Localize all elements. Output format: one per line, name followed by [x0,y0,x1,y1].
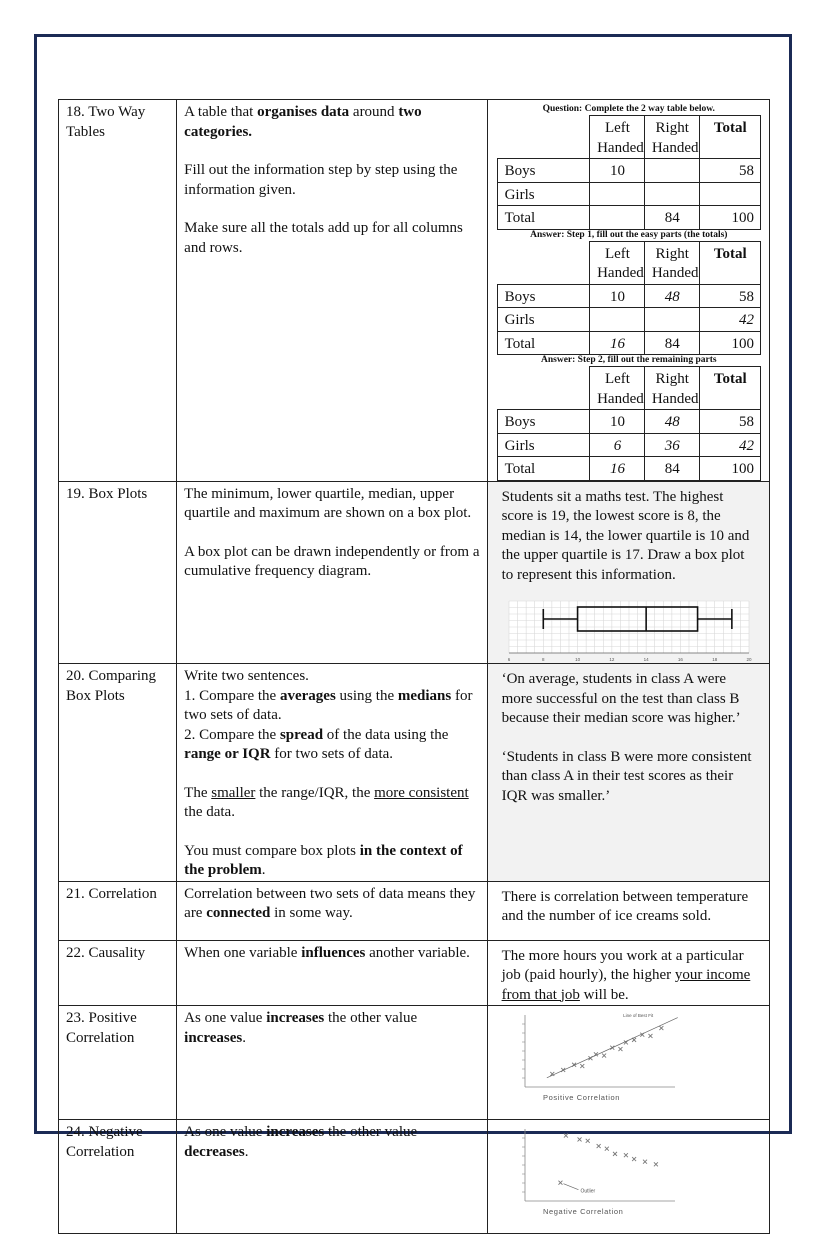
table-cell: 16 [590,331,645,355]
tick-label: 20 [746,657,752,662]
example-cell [487,1006,769,1120]
row-label: Total [497,457,590,481]
table-cell: 100 [699,457,760,481]
two-way-table-question [497,115,761,230]
description-cell [177,100,487,482]
topic-cell: 18. Two Way Tables [59,100,177,482]
row-label: Girls [497,433,590,457]
table-cell [644,308,699,332]
corner-cell [497,367,590,410]
line-of-best-fit [546,1018,677,1078]
row-label: Total [497,331,590,355]
table-cell: 42 [699,433,760,457]
description-line: The smaller the range/IQR, the more consistent the data. [184,784,469,820]
positive-correlation-chart [495,1009,761,1119]
table-cell: 16 [590,457,645,481]
column-header: Left Handed [590,241,645,284]
description-line: 1. Compare the averages using the medians for two sets of data. [184,687,473,723]
column-header: Right Handed [644,241,699,284]
column-header: Right Handed [644,367,699,410]
example-cell [487,664,769,882]
description-cell: Correlation between two sets of data means they are connected in some way. [177,881,487,940]
outlier-pointer [563,1184,578,1190]
table-cell [590,182,645,206]
example-cell [487,100,769,482]
table-cell [699,182,760,206]
table-row [59,481,770,664]
annotation-label: Outlier [580,1188,595,1195]
row-label: Total [497,206,590,230]
corner-cell [497,241,590,284]
annotation-label: Line of Best Fit [622,1012,653,1018]
table-cell: 48 [644,284,699,308]
tick-label: 10 [574,657,580,662]
step1-heading: Answer: Step 1, fill out the easy parts (the totals) [530,229,728,240]
description-paragraph: Make sure all the totals add up for all columns and rows. [184,220,463,256]
table-cell: 58 [699,159,760,183]
topic-cell: 19. Box Plots [59,481,177,664]
description-cell [177,664,487,882]
tick-label: 8 [541,657,545,662]
description-cell: As one value increases the other value decreases. [177,1120,487,1234]
table-cell: 10 [590,410,645,434]
tick-label: 6 [507,657,510,662]
row-label: Girls [497,182,590,206]
two-way-table-step1 [497,241,761,356]
example-cell: The more hours you work at a particular job (paid hourly), the higher your income from that job will be. [487,940,769,1006]
row-label: Boys [497,410,590,434]
box-plot-chart [495,597,761,663]
description-paragraph: Fill out the information step by step using the information given. [184,162,458,198]
tick-label: 14 [643,657,649,662]
two-way-table-example [495,103,763,481]
table-cell: 58 [699,410,760,434]
description-cell: As one value increases the other value increases. [177,1006,487,1120]
table-cell: 6 [590,433,645,457]
table-row [59,664,770,882]
description-cell [177,481,487,664]
table-row [59,100,770,482]
description-paragraph: The minimum, lower quartile, median, upper quartile and maximum are shown on a box plot. [184,485,472,521]
chart-caption: Negative Correlation [542,1207,623,1216]
table-cell: 100 [699,206,760,230]
table-cell: 42 [699,308,760,332]
table-cell: 10 [590,284,645,308]
description-line: 2. Compare the spread of the data using the range or IQR for two sets of data. [184,726,449,762]
topic-cell: 20. Comparing Box Plots [59,664,177,882]
table-cell: 84 [644,457,699,481]
example-cell [487,1120,769,1234]
table-cell [644,182,699,206]
tick-label: 16 [677,657,683,662]
column-header: Left Handed [590,367,645,410]
example-cell [487,481,769,664]
chart-caption: Positive Correlation [542,1093,620,1102]
topic-cell: 21. Correlation [59,881,177,940]
description-line: Write two sentences. [184,668,309,684]
table-cell: 48 [644,410,699,434]
table-cell: 58 [699,284,760,308]
example-text: ‘On average, students in class A were more successful on the test than class B because their median score was higher.’ ‘Students in class B were more consistent than class A in their test scores as their IQR was smaller.’ [501,671,752,804]
example-text: Students sit a maths test. The highest score is 19, the lowest score is 8, the median is 14, the lower quartile is 10 and the upper quartile is 17. Draw a box plot to represent this information. [501,488,750,583]
table-cell: 10 [590,159,645,183]
description-paragraph: A box plot can be drawn independently or from a cumulative frequency diagram. [184,543,480,579]
table-row [59,1120,770,1234]
table-row [59,1006,770,1120]
table-row [59,940,770,1006]
row-label: Boys [497,284,590,308]
row-label: Girls [497,308,590,332]
row-label: Boys [497,159,590,183]
corner-cell [497,116,590,159]
topic-cell: 22. Causality [59,940,177,1006]
column-header: Total [699,116,760,159]
knowledge-table [58,99,770,1234]
table-cell: 84 [644,331,699,355]
column-header: Left Handed [590,116,645,159]
tick-label: 18 [711,657,717,662]
column-header: Total [699,367,760,410]
column-header: Right Handed [644,116,699,159]
topic-cell: 23. Positive Correlation [59,1006,177,1120]
table-cell: 100 [699,331,760,355]
table-cell: 84 [644,206,699,230]
question-heading: Question: Complete the 2 way table below. [542,104,715,114]
table-cell [590,206,645,230]
example-cell: There is correlation between temperature and the number of ice creams sold. [487,881,769,940]
step2-heading: Answer: Step 2, fill out the remaining parts [541,355,717,365]
tick-label: 12 [608,657,614,662]
description-cell: When one variable influences another variable. [177,940,487,1006]
table-cell: 36 [644,433,699,457]
description-paragraph: A table that organises data around two categories. [184,104,422,140]
column-header: Total [699,241,760,284]
two-way-table-step2 [497,366,761,481]
topic-cell: 24. Negative Correlation [59,1120,177,1234]
table-row [59,881,770,940]
description-line: You must compare box plots in the context of the problem. [184,842,463,878]
table-cell [644,159,699,183]
negative-correlation-chart [495,1123,761,1233]
table-cell [590,308,645,332]
